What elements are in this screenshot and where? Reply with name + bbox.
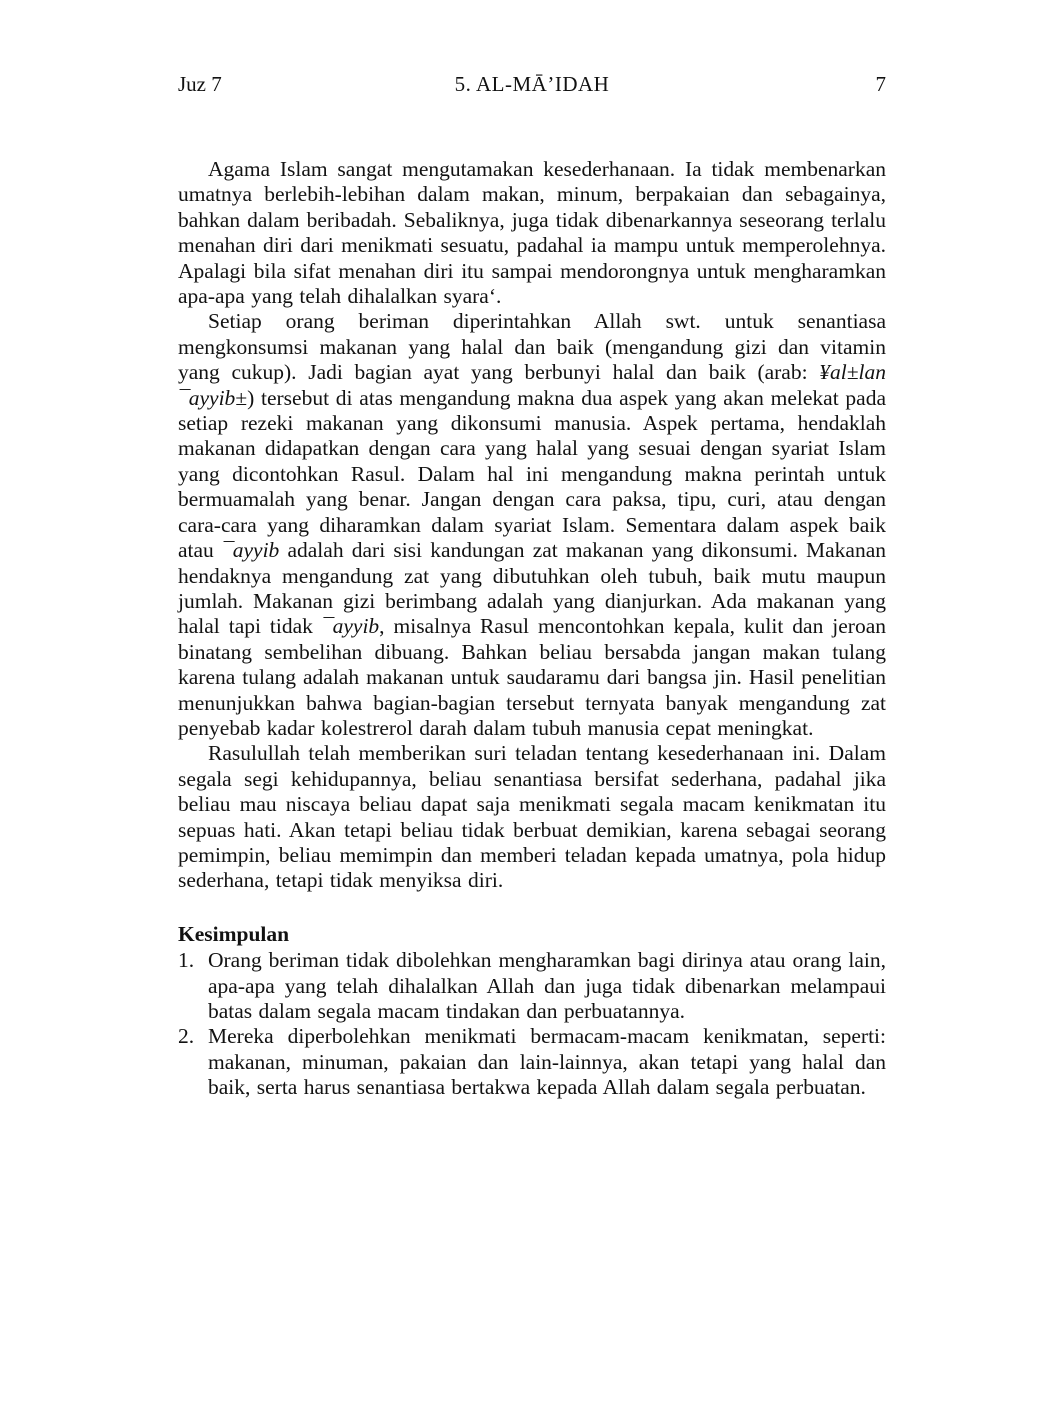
page-header bbox=[178, 72, 886, 97]
list-item bbox=[178, 1024, 886, 1100]
text-run: ¯ayyib bbox=[321, 614, 380, 639]
text-run: Setiap orang beriman diperintahkan Allah swt. untuk senantiasa mengkonsumsi makanan yang halal dan baik (mengandung gizi dan vitamin yang cukup). Jadi bagian ayat yang berbunyi halal dan baik (arab: bbox=[178, 309, 886, 385]
paragraph-rasulullah bbox=[178, 741, 886, 893]
paragraph-halal-tayyib bbox=[178, 309, 886, 741]
surah-title: 5. AL-MĀ’IDAH bbox=[454, 72, 610, 96]
kesimpulan-heading: Kesimpulan bbox=[178, 921, 290, 946]
paragraph-intro bbox=[178, 157, 886, 309]
list-item-text: Orang beriman tidak dibolehkan mengharamkan bagi dirinya atau orang lain, apa-apa yang telah dihalalkan Allah dan juga tidak dibenarkan melampaui batas dalam segala macam tindakan dan perbuatannya. bbox=[208, 948, 886, 1023]
text-run: , misalnya Rasul mencontohkan kepala, kulit dan jeroan binatang sembelihan dibuang. Bahkan beliau bersabda jangan makan tulang karena tulang adalah makanan untuk saudaramu dari bangsa jin. Hasil penelitian menunjukkan bahwa bagian-bagian tersebut ternyata banyak mengandung zat penyebab kadar kolestrerol darah dalam tubuh manusia cepat meningkat. bbox=[178, 614, 886, 740]
page-number: 7 bbox=[875, 72, 886, 96]
text-run: adalah dari sisi kandungan zat makanan yang dikonsumi. Makanan hendaknya mengandung zat yang dibutuhkan oleh tubuh, baik mutu maupun jumlah. Makanan gizi berimbang adalah yang dianjurkan. Ada makanan yang halal tapi tidak bbox=[178, 538, 886, 639]
text-run: Rasulullah telah memberikan suri teladan tentang kesederhanaan ini. Dalam segala segi kehidupannya, beliau senantiasa bersifat sederhana, padahal jika beliau mau niscaya beliau dapat saja menikmati segala macam kenikmatan itu sepuas hati. Akan tetapi beliau tidak berbuat demikian, karena sebagai seorang pemimpin, beliau memimpin dan memberi teladan kepada umatnya, pola hidup sederhana, tetapi tidak menyiksa diri. bbox=[178, 741, 886, 893]
list-item-number: 2. bbox=[178, 1024, 195, 1049]
list-item bbox=[178, 948, 886, 1024]
list-item-number: 1. bbox=[178, 948, 195, 973]
juz-label: Juz 7 bbox=[178, 72, 222, 96]
kesimpulan-list bbox=[178, 948, 886, 1100]
text-run: ¥al±lan ¯ayyib± bbox=[178, 360, 886, 410]
text-run: Agama Islam sangat mengutamakan kesederhanaan. Ia tidak membenarkan umatnya berlebih-lebihan dalam makan, minum, berpakaian dan sebagainya, bahkan dalam beribadah. Sebaliknya, juga tidak dibenarkannya seseorang terlalu menahan diri dari menikmati sesuatu, padahal ia mampu untuk memperolehnya. Apalagi bila sifat menahan diri itu sampai mendorongnya untuk mengharamkan apa-apa yang telah dihalalkan syara‘. bbox=[178, 157, 886, 309]
list-item-text: Mereka diperbolehkan menikmati bermacam-macam kenikmatan, seperti: makanan, minuman, pakaian dan lain-lainnya, akan tetapi yang halal dan baik, serta harus senantiasa bertakwa kepada Allah dalam segala perbuatan. bbox=[208, 1024, 886, 1100]
body-text bbox=[178, 157, 886, 1101]
text-run: ) tersebut di atas mengandung makna dua aspek yang akan melekat pada setiap rezeki makanan yang dikonsumi manusia. Aspek pertama, hendaklah makanan didapatkan dengan cara yang halal yang sesuai dengan syariat Islam yang dicontohkan Rasul. Dalam hal ini mengandung makna perintah untuk bermuamalah yang benar. Jangan dengan cara paksa, tipu, curi, atau dengan cara-cara yang diharamkan dalam syariat Islam. Sementara dalam aspek baik atau bbox=[178, 385, 886, 563]
text-run: ¯ayyib bbox=[221, 538, 280, 563]
page-content bbox=[178, 72, 886, 1101]
